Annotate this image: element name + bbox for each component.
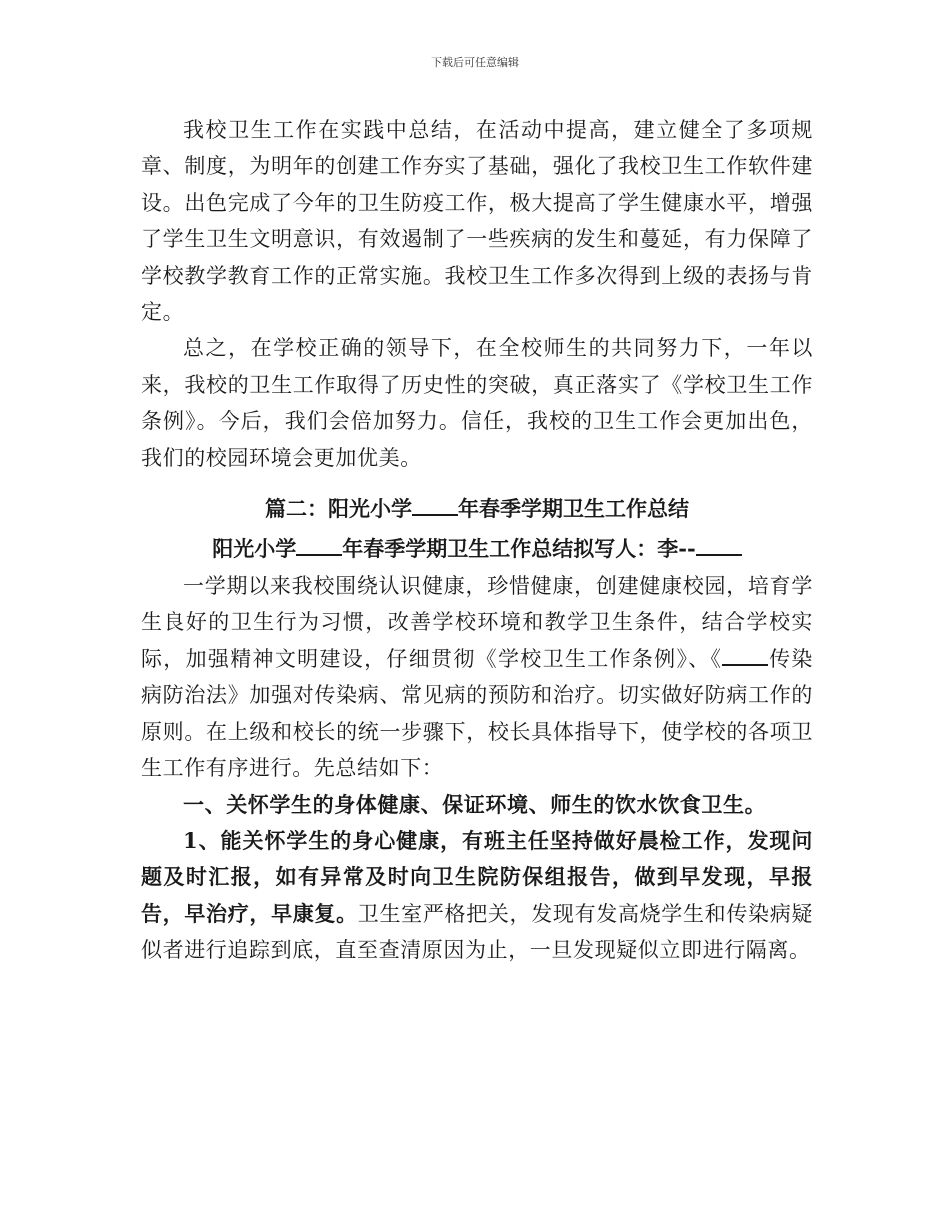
section-title-part-1: 篇二：阳光小学 [265, 496, 412, 522]
page-header: 下载后可任意编辑 [431, 56, 519, 69]
fill-blank [412, 494, 458, 516]
intro-part-2: 传染病防治法》加强对传染病、常见病的预防和治疗。切实做好防病工作的原则。在上级和校长的统一步骤下，校长具体指导下，使学校的各项卫生工作有序进行。先总结如下： [141, 646, 813, 781]
section-title-part-2: 年春季学期卫生工作总结 [458, 496, 689, 522]
section-subtitle [141, 530, 813, 568]
paragraph-item-1 [141, 823, 813, 969]
subtitle-part-1: 阳光小学 [212, 536, 297, 562]
subtitle-part-2: 年春季学期卫生工作总结拟写人：李-- [342, 536, 696, 562]
fill-blank [696, 534, 742, 556]
heading-1: 一、关怀学生的身体健康、保证环境、师生的饮水饮食卫生。 [183, 791, 767, 817]
paragraph-summary: 我校卫生工作在实践中总结，在活动中提高，建立健全了多项规章、制度，为明年的创建工作夯实了基础，强化了我校卫生工作软件建设。出色完成了今年的卫生防疫工作，极大提高了学生健康水平，增强了学生卫生文明意识，有效遏制了一些疾病的发生和蔓延，有力保障了学校教学教育工作的正常实施。我校卫生工作多次得到上级的表扬与肯定。 [141, 118, 813, 325]
item-1-text: 卫生室严格把关，发现有发高烧学生和传染病疑似者进行追踪到底，直至查清原因为止，一旦发现疑似立即进行隔离。 [141, 901, 813, 963]
document-body [141, 112, 813, 969]
item-1-bold-text: 1、能关怀学生的身心健康，有班主任坚持做好晨检工作，发现问题及时汇报，如有异常及时向卫生院防保组报告，做到早发现，早报告，早治疗，早康复。 [141, 827, 813, 926]
intro-part-1: 一学期以来我校围绕认识健康，珍惜健康，创建健康校园，培育学生良好的卫生行为习惯，改善学校环境和教学卫生条件，结合学校实际，加强精神文明建设，仔细贯彻《学校卫生工作条例》、《 [141, 574, 813, 671]
paragraph-intro [141, 568, 813, 786]
paragraph-conclusion: 总之，在学校正确的领导下，在全校师生的共同努力下，一年以来，我校的卫生工作取得了历史性的突破，真正落实了《学校卫生工作条例》。今后，我们会倍加努力。信任，我校的卫生工作会更加出色，我们的校园环境会更加优美。 [141, 336, 813, 470]
fill-blank [296, 534, 342, 556]
section-title [141, 490, 813, 528]
fill-blank [722, 644, 768, 666]
